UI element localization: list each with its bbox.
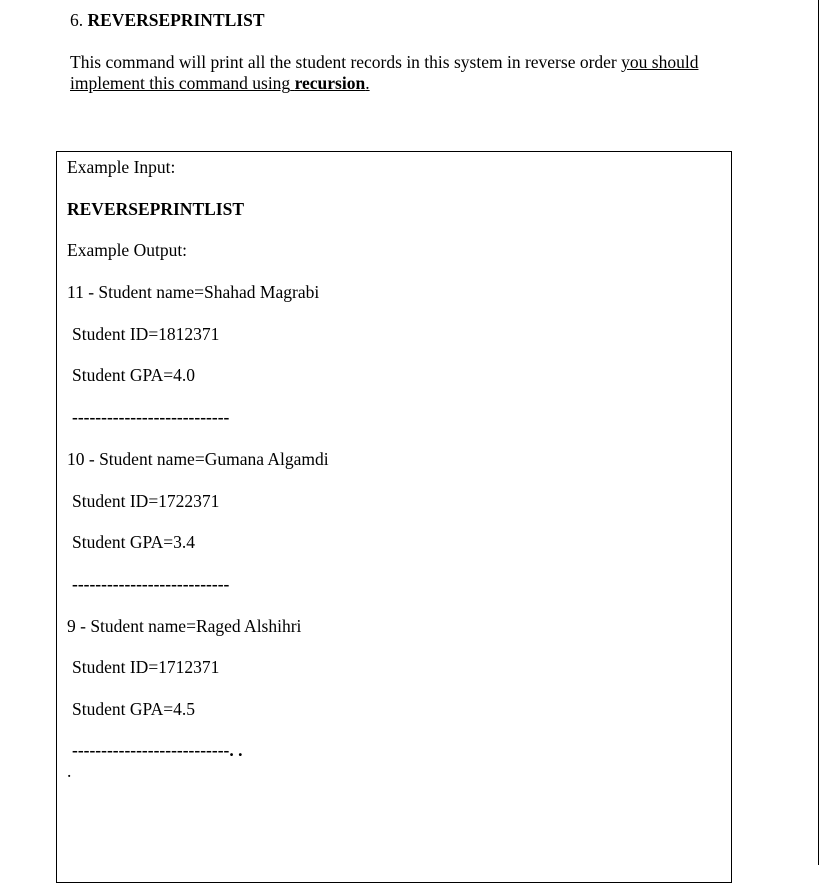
record-gpa: Student GPA=4.5 bbox=[72, 699, 195, 719]
example-input-command: REVERSEPRINTLIST bbox=[67, 199, 244, 219]
description-paragraph bbox=[70, 52, 730, 94]
record-header: 10 - Student name=Gumana Algamdi bbox=[67, 449, 329, 469]
example-input-label: Example Input: bbox=[67, 157, 176, 177]
record-separator: --------------------------- bbox=[72, 574, 230, 594]
record-id: Student ID=1712371 bbox=[72, 657, 220, 677]
recursion-word: recursion bbox=[294, 73, 366, 93]
record-id: Student ID=1812371 bbox=[72, 324, 220, 344]
record-header: 11 - Student name=Shahad Magrabi bbox=[67, 282, 320, 302]
record-gpa: Student GPA=4.0 bbox=[72, 365, 195, 385]
command-name: REVERSEPRINTLIST bbox=[87, 10, 265, 30]
record-separator: --------------------------- bbox=[72, 407, 230, 427]
example-box bbox=[56, 151, 732, 883]
description-instruction: you should implement this command using bbox=[70, 52, 699, 93]
page-edge-line bbox=[818, 0, 819, 865]
example-output-label: Example Output: bbox=[67, 240, 188, 260]
record-id: Student ID=1722371 bbox=[72, 491, 220, 511]
trailing-mark: . bbox=[67, 761, 72, 781]
section-number: 6. bbox=[70, 10, 84, 30]
description-text: This command will print all the student records in this system in reverse order bbox=[70, 52, 617, 72]
section-heading bbox=[70, 9, 265, 31]
record-header: 9 - Student name=Raged Alshihri bbox=[67, 616, 302, 636]
record-separator: ---------------------------. . bbox=[72, 740, 243, 760]
description-period: . bbox=[365, 73, 370, 93]
record-gpa: Student GPA=3.4 bbox=[72, 532, 195, 552]
